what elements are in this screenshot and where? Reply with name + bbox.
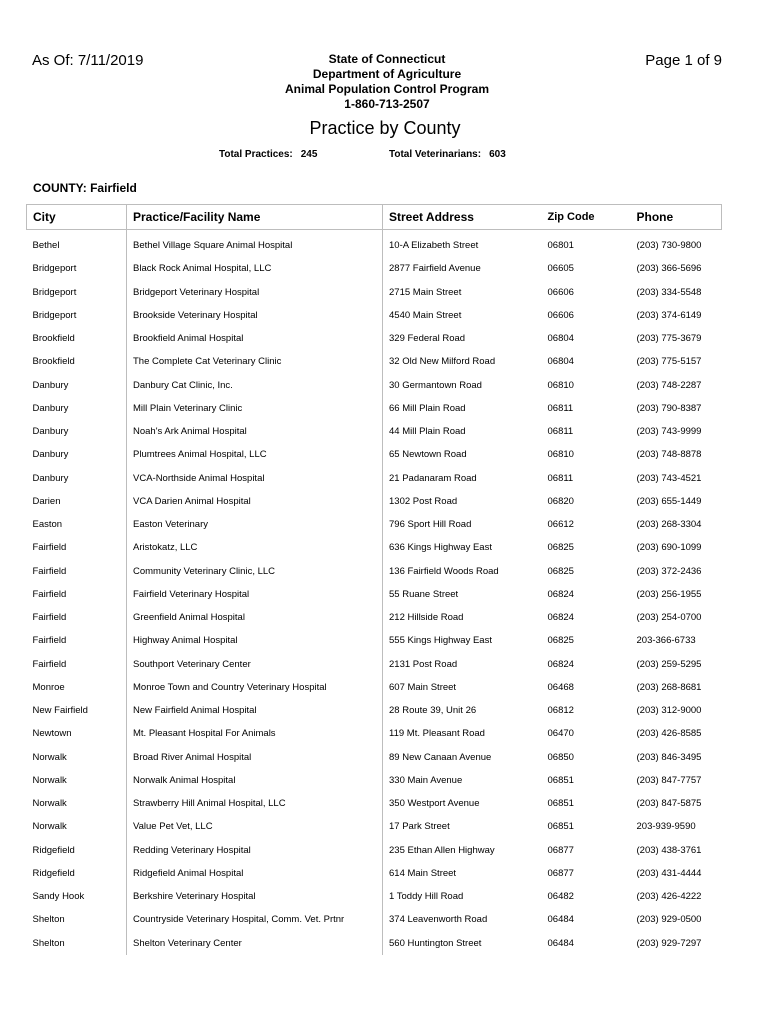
street-address-cell: 32 Old New Milford Road xyxy=(383,350,542,373)
table-row xyxy=(27,653,722,676)
street-address-cell: 44 Mill Plain Road xyxy=(383,420,542,443)
zip-code-cell: 06810 xyxy=(547,379,574,391)
table-row xyxy=(27,583,722,606)
table-row xyxy=(27,490,722,513)
city-cell: Fairfield xyxy=(32,635,67,647)
street-address-cell: 555 Kings Highway East xyxy=(383,629,542,652)
table-body xyxy=(27,230,722,955)
table-row xyxy=(27,676,722,699)
practice-name-cell: Bridgeport Veterinary Hospital xyxy=(127,281,383,304)
street-address-cell: 796 Sport Hill Road xyxy=(383,513,542,536)
city-cell: Fairfield xyxy=(32,612,67,624)
city-cell: Danbury xyxy=(32,449,69,461)
column-header-street-address: Street Address xyxy=(383,205,542,230)
practice-name-cell: Ridgefield Animal Hospital xyxy=(127,862,383,885)
zip-code-cell: 06811 xyxy=(547,426,574,438)
street-address-cell: 10-A Elizabeth Street xyxy=(383,230,542,258)
zip-code-cell: 06606 xyxy=(547,309,574,321)
practice-name-cell: Community Veterinary Clinic, LLC xyxy=(127,560,383,583)
practice-name-cell: Plumtrees Animal Hospital, LLC xyxy=(127,443,383,466)
street-address-cell: 614 Main Street xyxy=(383,862,542,885)
street-address-cell: 17 Park Street xyxy=(383,815,542,838)
phone-cell: 203-939-9590 xyxy=(636,821,696,833)
city-cell: Monroe xyxy=(32,681,65,693)
phone-cell: (203) 743-4521 xyxy=(636,472,702,484)
phone-cell: (203) 259-5295 xyxy=(636,658,702,670)
city-cell: Norwalk xyxy=(32,798,67,810)
practice-name-cell: Bethel Village Square Animal Hospital xyxy=(127,230,383,258)
city-cell: Norwalk xyxy=(32,821,67,833)
zip-code-cell: 06825 xyxy=(547,635,574,647)
phone-cell: (203) 775-5157 xyxy=(636,356,702,368)
total-veterinarians-value: 603 xyxy=(489,149,506,160)
phone-cell: 203-366-6733 xyxy=(636,635,696,647)
street-address-cell: 329 Federal Road xyxy=(383,327,542,350)
agency-program: Animal Population Control Program xyxy=(284,82,489,96)
phone-cell: (203) 366-5696 xyxy=(636,263,702,275)
practice-name-cell: Danbury Cat Clinic, Inc. xyxy=(127,374,383,397)
street-address-cell: 65 Newtown Road xyxy=(383,443,542,466)
practice-name-cell: Monroe Town and Country Veterinary Hospital xyxy=(127,676,383,699)
phone-cell: (203) 775-3679 xyxy=(636,333,702,345)
city-cell: Norwalk xyxy=(32,751,67,763)
practice-name-cell: Strawberry Hill Animal Hospital, LLC xyxy=(127,792,383,815)
street-address-cell: 21 Padanaram Road xyxy=(383,467,542,490)
city-cell: Darien xyxy=(32,495,61,507)
table-row xyxy=(27,443,722,466)
zip-code-cell: 06810 xyxy=(547,449,574,461)
agency-state: State of Connecticut xyxy=(328,52,446,66)
practice-name-cell: VCA-Northside Animal Hospital xyxy=(127,467,383,490)
zip-code-cell: 06606 xyxy=(547,286,574,298)
street-address-cell: 2877 Fairfield Avenue xyxy=(383,257,542,280)
column-header-city: City xyxy=(27,205,127,230)
table-row xyxy=(27,374,722,397)
phone-cell: (203) 748-2287 xyxy=(636,379,702,391)
zip-code-cell: 06801 xyxy=(547,240,574,252)
phone-cell: (203) 372-2436 xyxy=(636,565,702,577)
zip-code-cell: 06825 xyxy=(547,542,574,554)
practice-name-cell: Mill Plain Veterinary Clinic xyxy=(127,397,383,420)
phone-cell: (203) 748-8878 xyxy=(636,449,702,461)
phone-cell: (203) 730-9800 xyxy=(636,240,702,252)
phone-cell: (203) 846-3495 xyxy=(636,751,702,763)
street-address-cell: 2715 Main Street xyxy=(383,281,542,304)
column-header-phone: Phone xyxy=(631,205,722,230)
city-cell: Fairfield xyxy=(32,542,67,554)
city-cell: Shelton xyxy=(32,937,65,949)
table-row xyxy=(27,769,722,792)
practice-name-cell: Fairfield Veterinary Hospital xyxy=(127,583,383,606)
phone-cell: (203) 929-7297 xyxy=(636,937,702,949)
table-row xyxy=(27,420,722,443)
agency-department: Department of Agriculture xyxy=(312,67,462,81)
practice-name-cell: Norwalk Animal Hospital xyxy=(127,769,383,792)
practice-name-cell: Countryside Veterinary Hospital, Comm. Vet. Prtnr xyxy=(127,908,383,931)
total-veterinarians-label: Total Veterinarians: xyxy=(389,149,482,160)
zip-code-cell: 06804 xyxy=(547,333,574,345)
city-cell: Danbury xyxy=(32,402,69,414)
table-row xyxy=(27,815,722,838)
city-cell: Shelton xyxy=(32,914,65,926)
table-row xyxy=(27,722,722,745)
practice-name-cell: The Complete Cat Veterinary Clinic xyxy=(127,350,383,373)
zip-code-cell: 06484 xyxy=(547,914,574,926)
as-of-date: As Of: 7/11/2019 xyxy=(32,52,144,69)
street-address-cell: 374 Leavenworth Road xyxy=(383,908,542,931)
street-address-cell: 560 Huntington Street xyxy=(383,932,542,955)
city-cell: Fairfield xyxy=(32,588,67,600)
zip-code-cell: 06468 xyxy=(547,681,574,693)
practice-name-cell: Shelton Veterinary Center xyxy=(127,932,383,955)
phone-cell: (203) 374-6149 xyxy=(636,309,702,321)
street-address-cell: 89 New Canaan Avenue xyxy=(383,746,542,769)
column-header-zip-code: Zip Code xyxy=(542,205,631,230)
city-cell: Danbury xyxy=(32,379,69,391)
zip-code-cell: 06824 xyxy=(547,588,574,600)
phone-cell: (203) 426-8585 xyxy=(636,728,702,740)
table-row xyxy=(27,932,722,955)
table-row xyxy=(27,839,722,862)
city-cell: New Fairfield xyxy=(32,705,88,717)
zip-code-cell: 06811 xyxy=(547,402,574,414)
city-cell: Danbury xyxy=(32,426,69,438)
zip-code-cell: 06820 xyxy=(547,495,574,507)
practice-name-cell: Noah's Ark Animal Hospital xyxy=(127,420,383,443)
zip-code-cell: 06484 xyxy=(547,937,574,949)
report-title: Practice by County xyxy=(309,118,461,138)
city-cell: Bridgeport xyxy=(32,309,77,321)
practice-name-cell: Value Pet Vet, LLC xyxy=(127,815,383,838)
zip-code-cell: 06824 xyxy=(547,612,574,624)
zip-code-cell: 06851 xyxy=(547,774,574,786)
zip-code-cell: 06612 xyxy=(547,519,574,531)
table-header-row xyxy=(27,205,722,230)
practice-name-cell: Black Rock Animal Hospital, LLC xyxy=(127,257,383,280)
city-cell: Bethel xyxy=(32,240,60,252)
table-row xyxy=(27,230,722,258)
street-address-cell: 636 Kings Highway East xyxy=(383,536,542,559)
street-address-cell: 1302 Post Road xyxy=(383,490,542,513)
street-address-cell: 350 Westport Avenue xyxy=(383,792,542,815)
table-row xyxy=(27,699,722,722)
phone-cell: (203) 655-1449 xyxy=(636,495,702,507)
practice-table xyxy=(26,204,722,955)
city-cell: Fairfield xyxy=(32,658,67,670)
table-row xyxy=(27,327,722,350)
phone-cell: (203) 690-1099 xyxy=(636,542,702,554)
city-cell: Newtown xyxy=(32,728,72,740)
practice-name-cell: Aristokatz, LLC xyxy=(127,536,383,559)
total-practices-label: Total Practices: xyxy=(219,149,293,160)
practice-name-cell: Southport Veterinary Center xyxy=(127,653,383,676)
city-cell: Bridgeport xyxy=(32,286,77,298)
city-cell: Bridgeport xyxy=(32,263,77,275)
city-cell: Brookfield xyxy=(32,333,75,345)
phone-cell: (203) 268-8681 xyxy=(636,681,702,693)
street-address-cell: 212 Hillside Road xyxy=(383,606,542,629)
table-row xyxy=(27,467,722,490)
city-cell: Fairfield xyxy=(32,565,67,577)
phone-cell: (203) 790-8387 xyxy=(636,402,702,414)
city-cell: Brookfield xyxy=(32,356,75,368)
phone-cell: (203) 268-3304 xyxy=(636,519,702,531)
table-row xyxy=(27,629,722,652)
city-cell: Ridgefield xyxy=(32,844,75,856)
table-row xyxy=(27,885,722,908)
zip-code-cell: 06850 xyxy=(547,751,574,763)
practice-table-container xyxy=(26,204,721,955)
total-veterinarians xyxy=(389,149,506,160)
total-practices-value: 245 xyxy=(300,149,318,160)
practice-name-cell: Redding Veterinary Hospital xyxy=(127,839,383,862)
street-address-cell: 30 Germantown Road xyxy=(383,374,542,397)
table-row xyxy=(27,513,722,536)
phone-cell: (203) 847-7757 xyxy=(636,774,702,786)
zip-code-cell: 06811 xyxy=(547,472,574,484)
total-practices xyxy=(219,149,317,160)
city-cell: Norwalk xyxy=(32,774,67,786)
zip-code-cell: 06482 xyxy=(547,891,574,903)
table-row xyxy=(27,908,722,931)
street-address-cell: 119 Mt. Pleasant Road xyxy=(383,722,542,745)
street-address-cell: 55 Ruane Street xyxy=(383,583,542,606)
zip-code-cell: 06877 xyxy=(547,844,574,856)
page-number: Page 1 of 9 xyxy=(645,52,722,69)
zip-code-cell: 06470 xyxy=(547,728,574,740)
practice-name-cell: VCA Darien Animal Hospital xyxy=(127,490,383,513)
table-row xyxy=(27,281,722,304)
phone-cell: (203) 743-9999 xyxy=(636,426,702,438)
practice-name-cell: Broad River Animal Hospital xyxy=(127,746,383,769)
table-row xyxy=(27,792,722,815)
table-row xyxy=(27,257,722,280)
zip-code-cell: 06877 xyxy=(547,867,574,879)
table-row xyxy=(27,606,722,629)
street-address-cell: 607 Main Street xyxy=(383,676,542,699)
phone-cell: (203) 431-4444 xyxy=(636,867,702,879)
table-row xyxy=(27,350,722,373)
phone-cell: (203) 929-0500 xyxy=(636,914,702,926)
phone-cell: (203) 312-9000 xyxy=(636,705,702,717)
city-cell: Easton xyxy=(32,519,63,531)
phone-cell: (203) 426-4222 xyxy=(636,891,702,903)
phone-cell: (203) 256-1955 xyxy=(636,588,702,600)
city-cell: Sandy Hook xyxy=(32,891,85,903)
practice-name-cell: Brookside Veterinary Hospital xyxy=(127,304,383,327)
street-address-cell: 66 Mill Plain Road xyxy=(383,397,542,420)
street-address-cell: 4540 Main Street xyxy=(383,304,542,327)
county-heading: COUNTY: Fairfield xyxy=(33,181,137,195)
zip-code-cell: 06824 xyxy=(547,658,574,670)
street-address-cell: 330 Main Avenue xyxy=(383,769,542,792)
table-row xyxy=(27,560,722,583)
practice-name-cell: Brookfield Animal Hospital xyxy=(127,327,383,350)
practice-name-cell: New Fairfield Animal Hospital xyxy=(127,699,383,722)
zip-code-cell: 06605 xyxy=(547,263,574,275)
table-row xyxy=(27,862,722,885)
zip-code-cell: 06804 xyxy=(547,356,574,368)
zip-code-cell: 06825 xyxy=(547,565,574,577)
practice-name-cell: Mt. Pleasant Hospital For Animals xyxy=(127,722,383,745)
phone-cell: (203) 847-5875 xyxy=(636,798,702,810)
zip-code-cell: 06851 xyxy=(547,798,574,810)
street-address-cell: 28 Route 39, Unit 26 xyxy=(383,699,542,722)
column-header-practice-name: Practice/Facility Name xyxy=(127,205,383,230)
table-row xyxy=(27,536,722,559)
phone-cell: (203) 254-0700 xyxy=(636,612,702,624)
zip-code-cell: 06851 xyxy=(547,821,574,833)
table-row xyxy=(27,746,722,769)
practice-name-cell: Highway Animal Hospital xyxy=(127,629,383,652)
street-address-cell: 136 Fairfield Woods Road xyxy=(383,560,542,583)
phone-cell: (203) 438-3761 xyxy=(636,844,702,856)
street-address-cell: 235 Ethan Allen Highway xyxy=(383,839,542,862)
practice-name-cell: Easton Veterinary xyxy=(127,513,383,536)
table-row xyxy=(27,397,722,420)
phone-cell: (203) 334-5548 xyxy=(636,286,702,298)
practice-name-cell: Greenfield Animal Hospital xyxy=(127,606,383,629)
table-row xyxy=(27,304,722,327)
agency-phone: 1-860-713-2507 xyxy=(344,97,430,111)
street-address-cell: 1 Toddy Hill Road xyxy=(383,885,542,908)
street-address-cell: 2131 Post Road xyxy=(383,653,542,676)
zip-code-cell: 06812 xyxy=(547,705,574,717)
practice-name-cell: Berkshire Veterinary Hospital xyxy=(127,885,383,908)
city-cell: Danbury xyxy=(32,472,69,484)
city-cell: Ridgefield xyxy=(32,867,75,879)
